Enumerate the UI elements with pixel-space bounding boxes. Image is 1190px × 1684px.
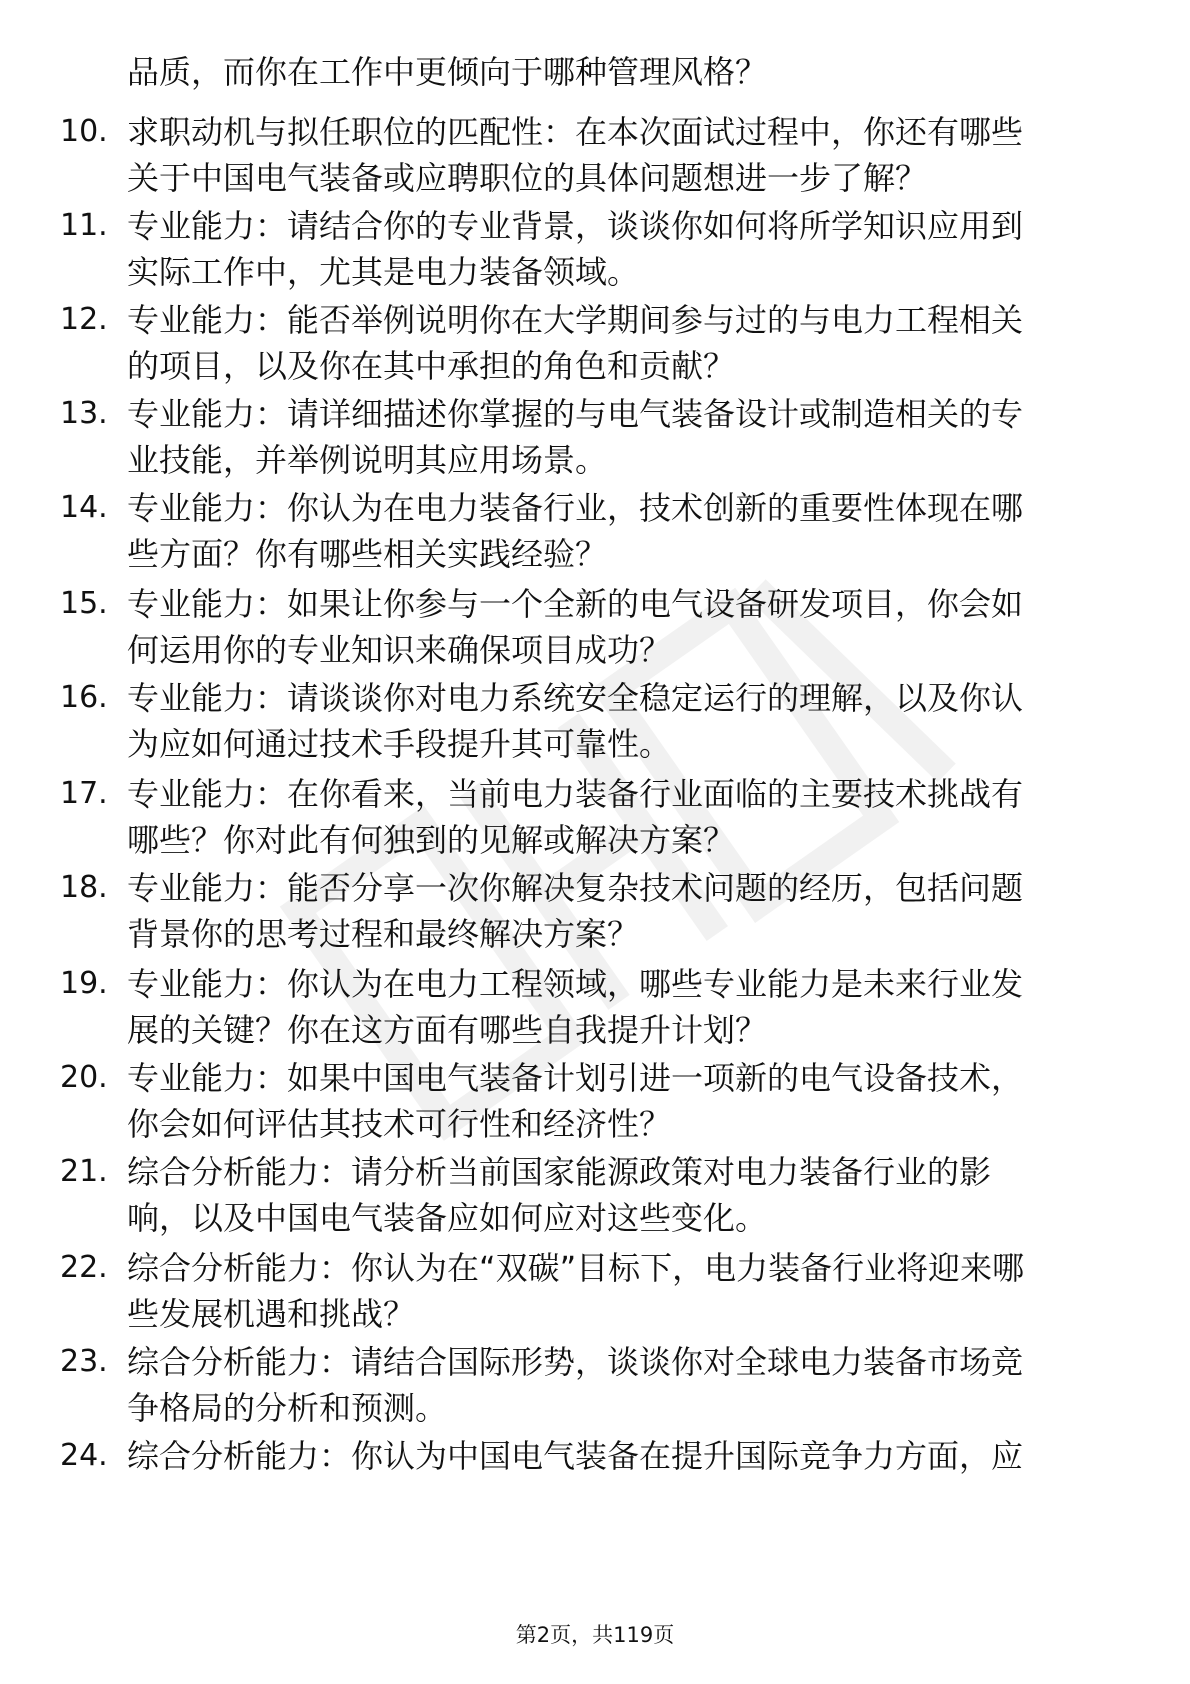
question-text-line: 实际工作中，尤其是电力装备领域。 bbox=[127, 253, 640, 291]
question-text-line: 些方面？你有哪些相关实践经验？ bbox=[127, 535, 608, 573]
question-text-line: 争格局的分析和预测。 bbox=[127, 1389, 448, 1427]
question-text-line: 专业能力：你认为在电力工程领域，哪些专业能力是未来行业发 bbox=[127, 965, 1024, 1003]
question-text-line: 业技能，并举例说明其应用场景。 bbox=[127, 441, 608, 479]
question-number: 18. bbox=[60, 870, 108, 905]
question-item bbox=[0, 108, 1190, 208]
question-number: 15. bbox=[60, 586, 108, 621]
question-text-line: 些发展机遇和挑战？ bbox=[127, 1295, 416, 1333]
question-text-line: 综合分析能力：你认为在“双碳”目标下，电力装备行业将迎来哪 bbox=[127, 1249, 1025, 1287]
question-number: 12. bbox=[60, 302, 108, 337]
question-text-line: 专业能力：你认为在电力装备行业，技术创新的重要性体现在哪 bbox=[127, 489, 1024, 527]
question-item bbox=[0, 1432, 1190, 1532]
question-number: 11. bbox=[60, 208, 108, 243]
question-item bbox=[0, 1148, 1190, 1248]
question-number: 16. bbox=[60, 680, 108, 715]
question-number: 10. bbox=[60, 114, 108, 149]
question-text-line: 综合分析能力：请分析当前国家能源政策对电力装备行业的影 bbox=[127, 1153, 992, 1191]
question-number: 21. bbox=[60, 1154, 108, 1189]
question-text-line: 专业能力：如果中国电气装备计划引进一项新的电气设备技术， bbox=[127, 1059, 1024, 1097]
question-item bbox=[0, 390, 1190, 490]
question-text-line: 综合分析能力：你认为中国电气装备在提升国际竞争力方面，应 bbox=[127, 1437, 1024, 1475]
question-text-line: 专业能力：能否举例说明你在大学期间参与过的与电力工程相关 bbox=[127, 301, 1024, 339]
question-text-line: 专业能力：在你看来，当前电力装备行业面临的主要技术挑战有 bbox=[127, 775, 1024, 813]
question-item bbox=[0, 960, 1190, 1060]
question-number: 20. bbox=[60, 1060, 108, 1095]
question-text-line: 为应如何通过技术手段提升其可靠性。 bbox=[127, 725, 672, 763]
question-item bbox=[0, 674, 1190, 774]
question-text-line: 专业能力：如果让你参与一个全新的电气设备研发项目，你会如 bbox=[127, 585, 1024, 623]
question-item bbox=[0, 580, 1190, 680]
question-item bbox=[0, 202, 1190, 302]
question-item bbox=[0, 770, 1190, 870]
question-item bbox=[0, 296, 1190, 396]
question-item bbox=[0, 864, 1190, 964]
question-number: 17. bbox=[60, 776, 108, 811]
question-text-line: 关于中国电气装备或应聘职位的具体问题想进一步了解？ bbox=[127, 159, 928, 197]
question-text-line: 的项目，以及你在其中承担的角色和贡献？ bbox=[127, 347, 736, 385]
question-text-line: 综合分析能力：请结合国际形势，谈谈你对全球电力装备市场竞 bbox=[127, 1343, 1024, 1381]
question-text-line: 专业能力：请结合你的专业背景，谈谈你如何将所学知识应用到 bbox=[127, 207, 1024, 245]
question-item bbox=[0, 1054, 1190, 1154]
question-number: 14. bbox=[60, 490, 108, 525]
question-number: 13. bbox=[60, 396, 108, 431]
question-item bbox=[0, 1338, 1190, 1438]
question-text-line: 哪些？你对此有何独到的见解或解决方案？ bbox=[127, 821, 736, 859]
question-number: 22. bbox=[60, 1250, 108, 1285]
question-text-line: 你会如何评估其技术可行性和经济性？ bbox=[127, 1105, 672, 1143]
question-text-line: 专业能力：请谈谈你对电力系统安全稳定运行的理解，以及你认 bbox=[127, 679, 1024, 717]
question-item bbox=[0, 1244, 1190, 1344]
question-number: 24. bbox=[60, 1438, 108, 1473]
question-text-line: 响，以及中国电气装备应如何应对这些变化。 bbox=[127, 1199, 768, 1237]
question-text-line: 何运用你的专业知识来确保项目成功？ bbox=[127, 631, 672, 669]
question-item bbox=[0, 484, 1190, 584]
continuation-text: 品质，而你在工作中更倾向于哪种管理风格？ bbox=[127, 53, 768, 91]
question-text-line: 展的关键？你在这方面有哪些自我提升计划？ bbox=[127, 1011, 768, 1049]
question-number: 23. bbox=[60, 1344, 108, 1379]
question-text-line: 求职动机与拟任职位的匹配性：在本次面试过程中，你还有哪些 bbox=[127, 113, 1024, 151]
question-number: 19. bbox=[60, 966, 108, 1001]
page-footer: 第2页，共119页 bbox=[515, 1623, 675, 1647]
question-text-line: 专业能力：能否分享一次你解决复杂技术问题的经历，包括问题 bbox=[127, 869, 1024, 907]
question-text-line: 背景你的思考过程和最终解决方案？ bbox=[127, 915, 640, 953]
question-text-line: 专业能力：请详细描述你掌握的与电气装备设计或制造相关的专 bbox=[127, 395, 1024, 433]
